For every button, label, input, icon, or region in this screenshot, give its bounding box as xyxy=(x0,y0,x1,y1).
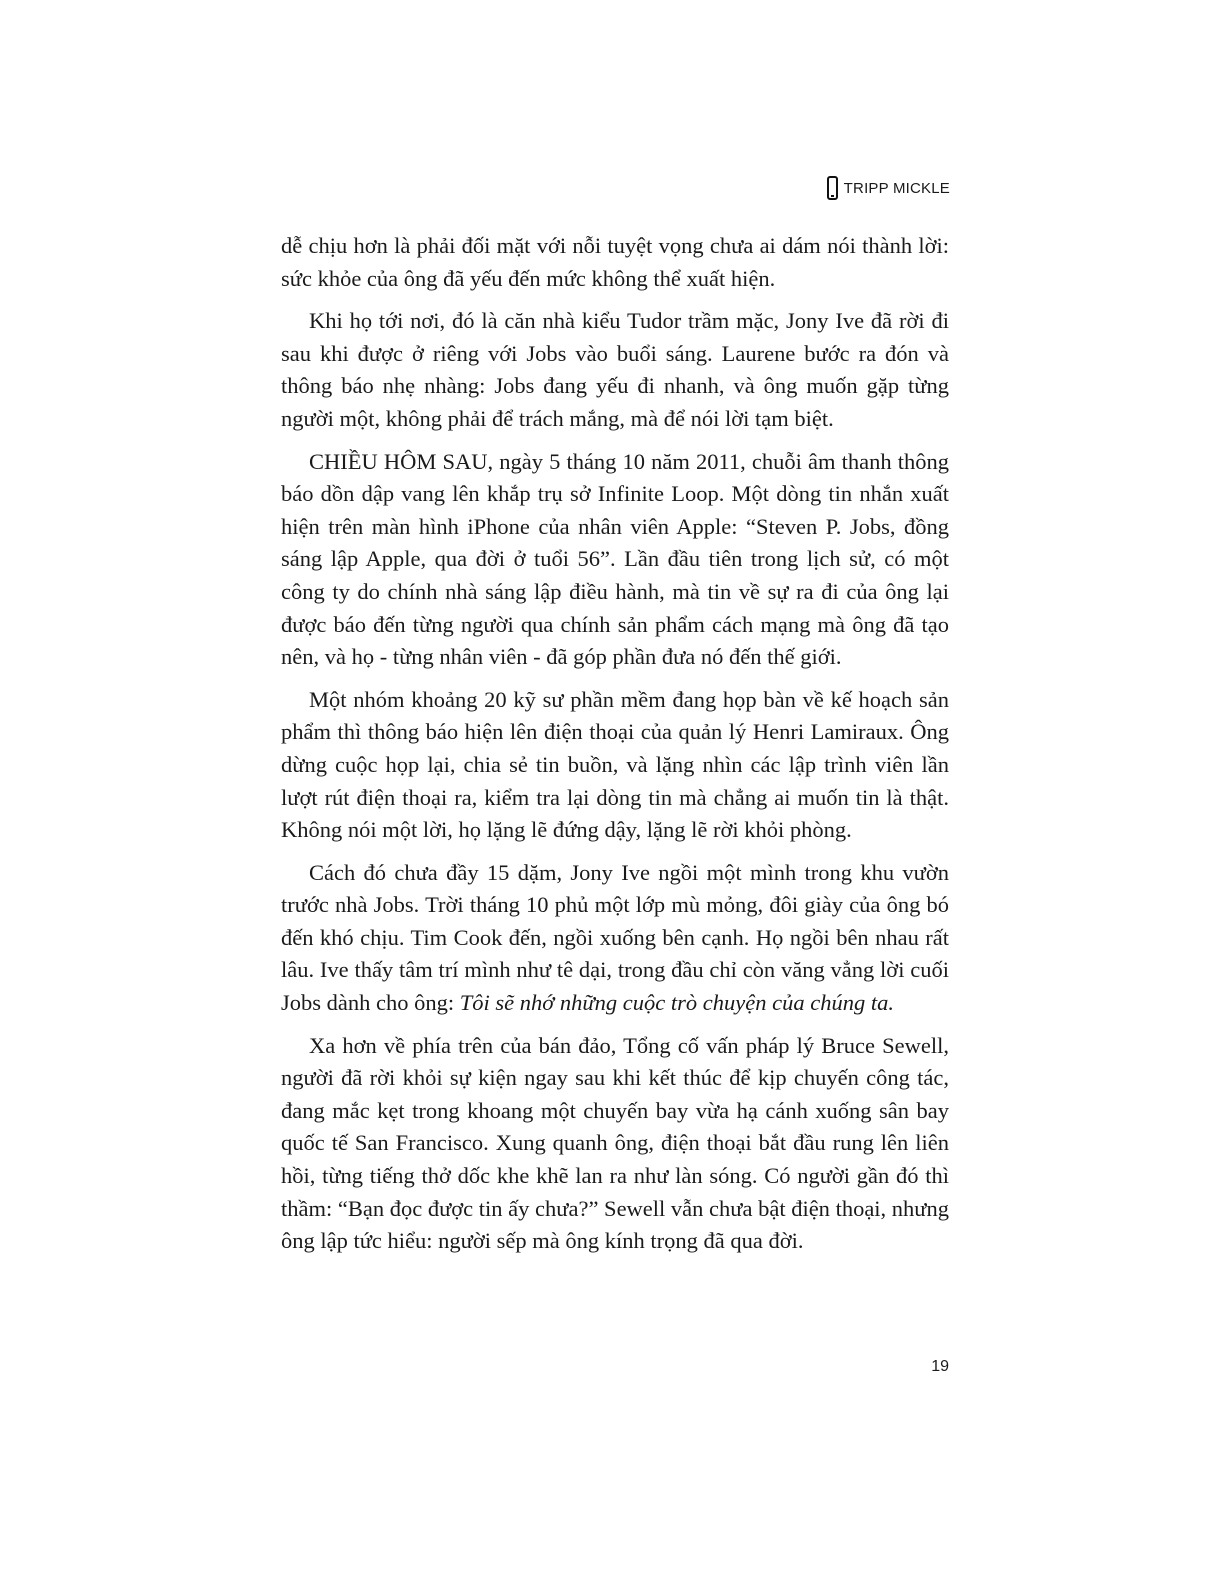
paragraph-text: Khi họ tới nơi, đó là căn nhà kiểu Tudor trầm mặc, Jony Ive đã rời đi sau khi được ở riêng với Jobs vào buổi sáng. Laurene bước ra đón và thông báo nhẹ nhàng: Jobs đang yếu đi nhanh, và ông muốn gặp từng người một, không phải để trách mắng, mà để nói lời tạm biệt. xyxy=(281,308,949,431)
paragraph-text: CHIỀU HÔM SAU, ngày 5 tháng 10 năm 2011, chuỗi âm thanh thông báo dồn dập vang lên khắp trụ sở Infinite Loop. Một dòng tin nhắn xuất hiện trên màn hình iPhone của nhân viên Apple: “Steven P. Jobs, đồng sáng lập Apple, qua đời ở tuổi 56”. Lần đầu tiên trong lịch sử, có một công ty do chính nhà sáng lập điều hành, mà tin về sự ra đi của ông lại được báo đến từng người qua chính sản phẩm cách mạng mà ông đã tạo nên, và họ - từng nhân viên - đã góp phần đưa nó đến thế giới. xyxy=(281,448,949,670)
running-header-author: TRIPP MICKLE xyxy=(843,179,950,197)
paragraph-text: dễ chịu hơn là phải đối mặt với nỗi tuyệt vọng chưa ai dám nói thành lời: sức khỏe của ông đã yếu đến mức không thể xuất hiện. xyxy=(281,233,949,291)
smartphone-icon xyxy=(827,176,838,200)
paragraph xyxy=(281,684,949,847)
paragraph-continued xyxy=(281,230,949,295)
paragraph xyxy=(281,305,949,435)
paragraph-text: Cách đó chưa đầy 15 dặm, Jony Ive ngồi một mình trong khu vườn trước nhà Jobs. Trời tháng 10 phủ một lớp mù mỏng, đôi giày của ông bó đến khó chịu. Tim Cook đến, ngồi xuống bên cạnh. Họ ngồi bên nhau rất lâu. Ive thấy tâm trí mình như tê dại, trong đầu chỉ còn văng vẳng lời cuối Jobs dành cho ông: xyxy=(281,859,949,1016)
running-header xyxy=(836,173,950,203)
paragraph xyxy=(281,857,949,1020)
paragraph-text: Xa hơn về phía trên của bán đảo, Tổng cố vấn pháp lý Bruce Sewell, người đã rời khỏi sự kiện ngay sau khi kết thúc để kịp chuyến công tác, đang mắc kẹt trong khoang một chuyến bay vừa hạ cánh xuống sân bay quốc tế San Francisco. Xung quanh ông, điện thoại bắt đầu rung lên liên hồi, từng tiếng thở dốc khe khẽ lan ra như làn sóng. Có người gần đó thì thầm: “Bạn đọc được tin ấy chưa?” Sewell vẫn chưa bật điện thoại, nhưng ông lập tức hiểu: người sếp mà ông kính trọng đã qua đời. xyxy=(281,1032,949,1254)
page-number: 19 xyxy=(931,1358,949,1375)
paragraph-text: Một nhóm khoảng 20 kỹ sư phần mềm đang họp bàn về kế hoạch sản phẩm thì thông báo hiện lên điện thoại của quản lý Henri Lamiraux. Ông dừng cuộc họp lại, chia sẻ tin buồn, và lặng nhìn các lập trình viên lần lượt rút điện thoại ra, kiểm tra lại dòng tin mà chẳng ai muốn tin là thật. Không nói một lời, họ lặng lẽ đứng dậy, lặng lẽ rời khỏi phòng. xyxy=(281,686,949,843)
body-text xyxy=(281,230,949,1268)
paragraph xyxy=(281,446,949,674)
paragraph xyxy=(281,1030,949,1258)
italic-quote: Tôi sẽ nhớ những cuộc trò chuyện của chúng ta. xyxy=(459,990,894,1016)
